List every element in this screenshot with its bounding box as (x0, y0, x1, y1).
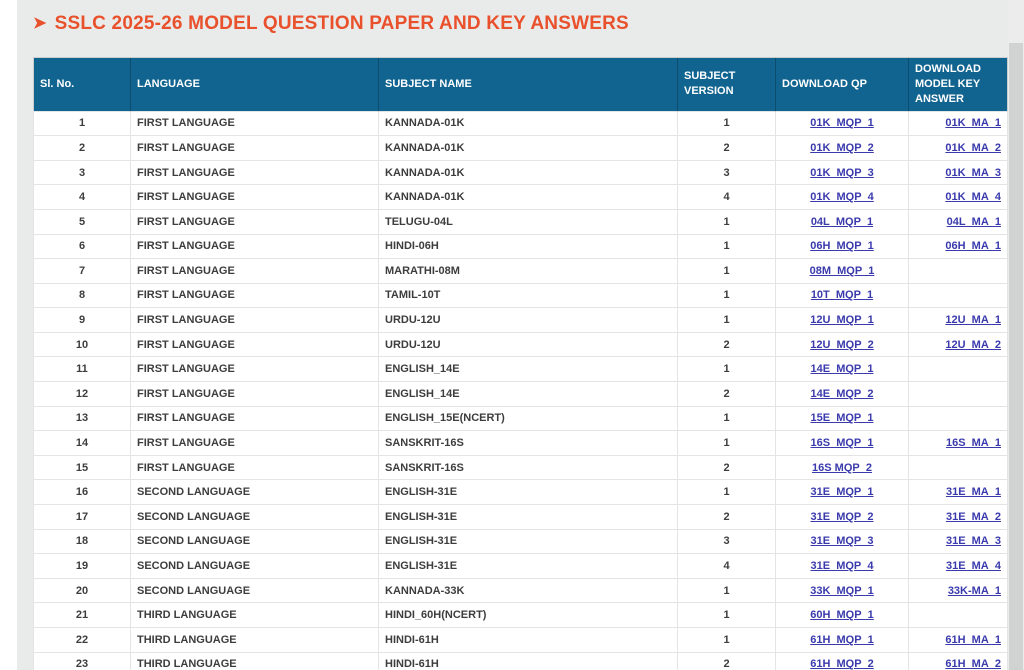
subject-version-cell: 1 (678, 480, 776, 505)
download-qp-cell (776, 406, 909, 431)
subject-name-cell: ENGLISH-31E (379, 480, 678, 505)
subject-name-cell: HINDI-61H (379, 628, 678, 653)
download-model-key-answer-cell (909, 578, 1008, 603)
language-cell: FIRST LANGUAGE (131, 111, 379, 136)
sl-no-cell: 4 (34, 185, 131, 210)
subject-name-cell: SANSKRIT-16S (379, 431, 678, 456)
download-qp-link[interactable]: 15E_MQP_1 (810, 412, 874, 425)
sl-no-cell: 6 (34, 234, 131, 259)
table-row (34, 628, 1008, 653)
download-qp-link[interactable]: 31E_MQP_3 (810, 535, 874, 548)
download-qp-cell (776, 554, 909, 579)
table-row (34, 431, 1008, 456)
table-row (34, 209, 1008, 234)
download-qp-cell (776, 357, 909, 382)
subject-version-cell: 1 (678, 209, 776, 234)
subject-version-cell: 1 (678, 357, 776, 382)
download-qp-link[interactable]: 14E_MQP_2 (810, 387, 874, 400)
download-model-key-answer-link[interactable]: 31E_MA_1 (945, 486, 1001, 499)
subject-name-cell: KANNADA-01K (379, 136, 678, 161)
download-qp-cell (776, 505, 909, 530)
download-model-key-answer-cell (909, 308, 1008, 333)
download-model-key-answer-cell (909, 406, 1008, 431)
table-row (34, 480, 1008, 505)
subject-name-cell: KANNADA-01K (379, 111, 678, 136)
subject-version-cell: 1 (678, 603, 776, 628)
column-header-download-model-key-answer: DOWNLOAD MODEL KEY ANSWER (909, 58, 1008, 112)
table-row (34, 234, 1008, 259)
download-model-key-answer-link[interactable]: 33K-MA_1 (947, 584, 1001, 597)
table-row (34, 308, 1008, 333)
sl-no-cell: 2 (34, 136, 131, 161)
sl-no-cell: 1 (34, 111, 131, 136)
column-header-download-qp: DOWNLOAD QP (776, 58, 909, 112)
download-model-key-answer-link[interactable]: 31E_MA_2 (945, 510, 1001, 523)
language-cell: FIRST LANGUAGE (131, 357, 379, 382)
download-model-key-answer-cell (909, 160, 1008, 185)
subject-name-cell: KANNADA-33K (379, 578, 678, 603)
download-model-key-answer-link[interactable]: 16S_MA_1 (945, 437, 1001, 450)
download-model-key-answer-link[interactable]: 01K_MA_2 (945, 141, 1001, 154)
subject-version-cell: 1 (678, 259, 776, 284)
download-model-key-answer-cell (909, 357, 1008, 382)
download-qp-cell (776, 332, 909, 357)
language-cell: SECOND LANGUAGE (131, 554, 379, 579)
language-cell: FIRST LANGUAGE (131, 431, 379, 456)
subject-version-cell: 1 (678, 308, 776, 333)
download-qp-link[interactable]: 61H_MQP_1 (810, 633, 874, 646)
download-model-key-answer-cell (909, 554, 1008, 579)
subject-name-cell: TAMIL-10T (379, 283, 678, 308)
table-row (34, 554, 1008, 579)
download-model-key-answer-cell (909, 209, 1008, 234)
subject-version-cell: 2 (678, 652, 776, 670)
download-qp-cell (776, 529, 909, 554)
download-qp-cell (776, 136, 909, 161)
subject-version-cell: 2 (678, 382, 776, 407)
download-qp-cell (776, 603, 909, 628)
subject-name-cell: ENGLISH-31E (379, 554, 678, 579)
subject-name-cell: KANNADA-01K (379, 160, 678, 185)
subject-name-cell: URDU-12U (379, 308, 678, 333)
download-qp-link[interactable]: 31E_MQP_2 (810, 510, 874, 523)
download-model-key-answer-cell (909, 382, 1008, 407)
sl-no-cell: 13 (34, 406, 131, 431)
download-qp-cell (776, 259, 909, 284)
sl-no-cell: 20 (34, 578, 131, 603)
sl-no-cell: 7 (34, 259, 131, 284)
subject-version-cell: 1 (678, 283, 776, 308)
language-cell: SECOND LANGUAGE (131, 480, 379, 505)
sl-no-cell: 18 (34, 529, 131, 554)
download-qp-link[interactable]: 12U_MQP_1 (810, 314, 874, 327)
download-qp-link[interactable]: 16S_MQP_1 (810, 437, 874, 450)
language-cell: FIRST LANGUAGE (131, 160, 379, 185)
sl-no-cell: 14 (34, 431, 131, 456)
download-qp-link[interactable]: 01K_MQP_3 (810, 166, 874, 179)
download-qp-link[interactable]: 14E_MQP_1 (810, 363, 874, 376)
download-model-key-answer-cell (909, 652, 1008, 670)
download-qp-link[interactable]: 31E_MQP_1 (810, 486, 874, 499)
language-cell: THIRD LANGUAGE (131, 652, 379, 670)
download-qp-link[interactable]: 10T_MQP_1 (810, 289, 874, 302)
download-qp-cell (776, 283, 909, 308)
language-cell: SECOND LANGUAGE (131, 505, 379, 530)
download-qp-link[interactable]: 61H_MQP_2 (810, 658, 874, 670)
download-model-key-answer-cell (909, 480, 1008, 505)
table-row (34, 505, 1008, 530)
language-cell: SECOND LANGUAGE (131, 529, 379, 554)
table-row (34, 406, 1008, 431)
download-qp-link[interactable]: 01K_MQP_1 (810, 117, 874, 130)
download-qp-link[interactable]: 08M_MQP_1 (809, 264, 875, 277)
download-model-key-answer-cell (909, 283, 1008, 308)
download-model-key-answer-link[interactable]: 31E_MA_4 (945, 560, 1001, 573)
download-model-key-answer-link[interactable]: 01K_MA_3 (945, 166, 1001, 179)
subject-version-cell: 4 (678, 554, 776, 579)
subject-version-cell: 1 (678, 406, 776, 431)
language-cell: FIRST LANGUAGE (131, 185, 379, 210)
download-qp-cell (776, 234, 909, 259)
subject-version-cell: 1 (678, 431, 776, 456)
column-header-subject-version: SUBJECT VERSION (678, 58, 776, 112)
subject-name-cell: URDU-12U (379, 332, 678, 357)
download-qp-cell (776, 652, 909, 670)
language-cell: FIRST LANGUAGE (131, 259, 379, 284)
download-qp-cell (776, 209, 909, 234)
download-qp-cell (776, 628, 909, 653)
language-cell: THIRD LANGUAGE (131, 603, 379, 628)
subject-version-cell: 1 (678, 234, 776, 259)
download-model-key-answer-cell (909, 259, 1008, 284)
sl-no-cell: 16 (34, 480, 131, 505)
subject-name-cell: HINDI_60H(NCERT) (379, 603, 678, 628)
language-cell: THIRD LANGUAGE (131, 628, 379, 653)
table-row (34, 382, 1008, 407)
table-row (34, 455, 1008, 480)
column-header-subject-name: SUBJECT NAME (379, 58, 678, 112)
scrollbar-thumb[interactable] (1009, 43, 1023, 670)
download-qp-link[interactable]: 60H_MQP_1 (810, 609, 874, 622)
download-model-key-answer-link[interactable]: 01K_MA_4 (945, 191, 1001, 204)
subject-version-cell: 4 (678, 185, 776, 210)
language-cell: FIRST LANGUAGE (131, 382, 379, 407)
download-qp-link[interactable]: 16S MQP_2 (812, 461, 872, 474)
table-row (34, 160, 1008, 185)
table-row (34, 332, 1008, 357)
download-model-key-answer-link[interactable]: 01K_MA_1 (945, 117, 1001, 130)
download-qp-cell (776, 308, 909, 333)
table-row (34, 529, 1008, 554)
arrow-bullet-icon: ➤ (33, 15, 47, 32)
download-model-key-answer-link[interactable]: 06H_MA_1 (945, 240, 1001, 253)
sl-no-cell: 12 (34, 382, 131, 407)
download-qp-link[interactable]: 01K_MQP_2 (810, 141, 874, 154)
download-model-key-answer-cell (909, 455, 1008, 480)
download-model-key-answer-cell (909, 431, 1008, 456)
sl-no-cell: 22 (34, 628, 131, 653)
download-model-key-answer-link[interactable]: 12U_MA_1 (945, 314, 1001, 327)
download-qp-link[interactable]: 06H_MQP_1 (810, 240, 874, 253)
page-title-text: SSLC 2025-26 MODEL QUESTION PAPER AND KEY ANSWERS (54, 13, 629, 34)
vertical-scrollbar[interactable] (1008, 0, 1024, 670)
download-model-key-answer-cell (909, 234, 1008, 259)
subject-version-cell: 2 (678, 455, 776, 480)
download-model-key-answer-cell (909, 603, 1008, 628)
download-qp-link[interactable]: 12U_MQP_2 (810, 338, 874, 351)
download-model-key-answer-cell (909, 185, 1008, 210)
sl-no-cell: 23 (34, 652, 131, 670)
download-qp-cell (776, 480, 909, 505)
download-model-key-answer-cell (909, 332, 1008, 357)
subject-name-cell: MARATHI-08M (379, 259, 678, 284)
sl-no-cell: 19 (34, 554, 131, 579)
sl-no-cell: 21 (34, 603, 131, 628)
download-qp-cell (776, 160, 909, 185)
download-qp-link[interactable]: 01K_MQP_4 (810, 191, 874, 204)
sl-no-cell: 11 (34, 357, 131, 382)
sl-no-cell: 10 (34, 332, 131, 357)
model-question-paper-table (33, 57, 1008, 670)
table-row (34, 259, 1008, 284)
language-cell: FIRST LANGUAGE (131, 332, 379, 357)
table-row (34, 283, 1008, 308)
download-qp-link[interactable]: 04L_MQP_1 (810, 215, 874, 228)
sl-no-cell: 5 (34, 209, 131, 234)
download-qp-link[interactable]: 33K_MQP_1 (810, 584, 874, 597)
subject-version-cell: 3 (678, 160, 776, 185)
language-cell: FIRST LANGUAGE (131, 406, 379, 431)
sl-no-cell: 9 (34, 308, 131, 333)
language-cell: FIRST LANGUAGE (131, 136, 379, 161)
subject-version-cell: 2 (678, 505, 776, 530)
download-model-key-answer-link[interactable]: 31E_MA_3 (945, 535, 1001, 548)
language-cell: FIRST LANGUAGE (131, 209, 379, 234)
table-row (34, 652, 1008, 670)
table-row (34, 136, 1008, 161)
subject-name-cell: ENGLISH-31E (379, 529, 678, 554)
subject-name-cell: ENGLISH_14E (379, 357, 678, 382)
download-qp-cell (776, 431, 909, 456)
subject-version-cell: 1 (678, 628, 776, 653)
column-header-sl-no: Sl. No. (34, 58, 131, 112)
sl-no-cell: 8 (34, 283, 131, 308)
language-cell: FIRST LANGUAGE (131, 283, 379, 308)
page-title (33, 13, 629, 35)
download-model-key-answer-cell (909, 628, 1008, 653)
subject-version-cell: 2 (678, 136, 776, 161)
language-cell: FIRST LANGUAGE (131, 234, 379, 259)
subject-name-cell: ENGLISH_14E (379, 382, 678, 407)
download-model-key-answer-cell (909, 529, 1008, 554)
download-model-key-answer-cell (909, 111, 1008, 136)
subject-version-cell: 1 (678, 578, 776, 603)
sl-no-cell: 3 (34, 160, 131, 185)
download-model-key-answer-link[interactable]: 12U_MA_2 (945, 338, 1001, 351)
table-row (34, 111, 1008, 136)
language-cell: FIRST LANGUAGE (131, 455, 379, 480)
subject-name-cell: ENGLISH-31E (379, 505, 678, 530)
download-qp-cell (776, 185, 909, 210)
subject-version-cell: 2 (678, 332, 776, 357)
table-row (34, 603, 1008, 628)
column-header-language: LANGUAGE (131, 58, 379, 112)
download-model-key-answer-link[interactable]: 04L_MA_1 (946, 215, 1001, 228)
download-qp-link[interactable]: 31E_MQP_4 (810, 560, 874, 573)
download-qp-cell (776, 111, 909, 136)
table-row (34, 185, 1008, 210)
sl-no-cell: 17 (34, 505, 131, 530)
download-qp-cell (776, 382, 909, 407)
language-cell: SECOND LANGUAGE (131, 578, 379, 603)
download-qp-cell (776, 455, 909, 480)
download-model-key-answer-link[interactable]: 61H_MA_1 (945, 633, 1001, 646)
table-header-row (34, 58, 1008, 112)
subject-name-cell: KANNADA-01K (379, 185, 678, 210)
table-row (34, 357, 1008, 382)
subject-name-cell: SANSKRIT-16S (379, 455, 678, 480)
download-qp-cell (776, 578, 909, 603)
language-cell: FIRST LANGUAGE (131, 308, 379, 333)
download-model-key-answer-cell (909, 505, 1008, 530)
subject-name-cell: HINDI-06H (379, 234, 678, 259)
subject-version-cell: 3 (678, 529, 776, 554)
subject-name-cell: ENGLISH_15E(NCERT) (379, 406, 678, 431)
download-model-key-answer-cell (909, 136, 1008, 161)
download-model-key-answer-link[interactable]: 61H_MA_2 (945, 658, 1001, 670)
subject-version-cell: 1 (678, 111, 776, 136)
subject-name-cell: TELUGU-04L (379, 209, 678, 234)
sl-no-cell: 15 (34, 455, 131, 480)
table-row (34, 578, 1008, 603)
subject-name-cell: HINDI-61H (379, 652, 678, 670)
